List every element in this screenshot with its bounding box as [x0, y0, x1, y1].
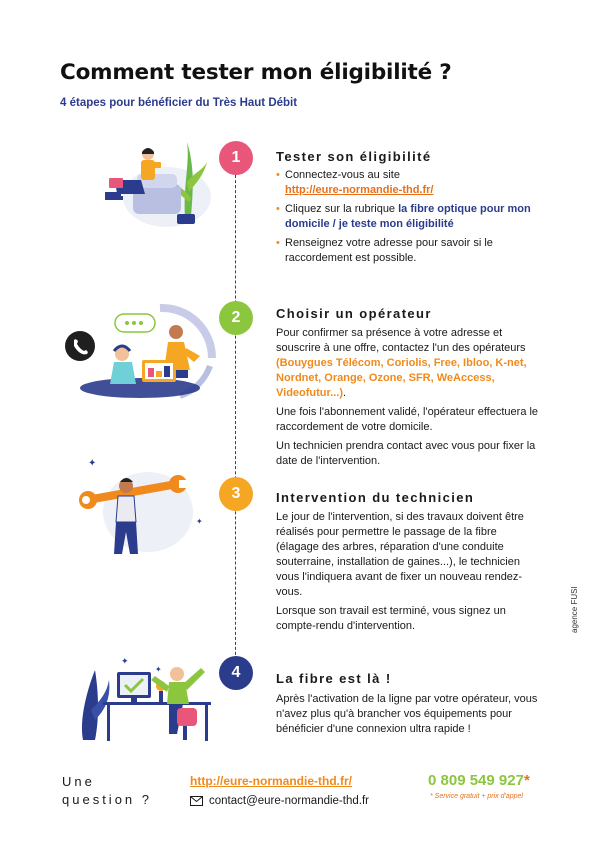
mail-icon — [190, 796, 203, 806]
celebration-desk-illustration — [65, 650, 215, 745]
step-1-title: Tester son éligibilité — [276, 149, 432, 164]
person-laptop-illustration — [95, 132, 215, 232]
footer-site-link[interactable]: http://eure-normandie-thd.fr/ — [190, 774, 352, 788]
footer-email[interactable] — [190, 795, 369, 807]
page-subtitle: 4 étapes pour bénéficier du Très Haut Débit — [60, 97, 298, 109]
step-3-body — [276, 510, 541, 638]
step-4-paragraph-1: Après l'activation de la ligne par votre opérateur, vous n'avez plus qu'à brancher vos équipements pour bénéficier d'une connexion ultra rapide ! — [276, 693, 538, 735]
step-3-paragraph-1: Le jour de l'intervention, si des travaux doivent être réalisés pour permettre le passage de la fibre (élagage des arbres, réparation d'une conduite souterraine, installation de gaines...), le technicien vous l'indiquera avant de fixer un nouveau rendez-vous. — [276, 511, 524, 598]
step-2-body — [276, 326, 541, 473]
site-link[interactable]: http://eure-normandie-thd.fr/ — [285, 184, 434, 196]
footer-email-text: contact@eure-normandie-thd.fr — [209, 795, 369, 807]
step-2-paragraph-2: Une fois l'abonnement validé, l'opérateur effectuera le raccordement de votre domicile. — [276, 406, 539, 433]
step-2-paragraph-1: Pour confirmer sa présence à votre adresse et souscrire à une offre, contactez l'un des opérateurs (Bouygues Télécom, Coriolis, Free, Ibloo, K-net, Nordnet, Orange, Ozone, SFR, WeAccess, Videofutur...). — [276, 327, 527, 399]
svg-text:✦: ✦ — [121, 657, 129, 667]
step-2-title: Choisir un opérateur — [276, 306, 432, 321]
svg-text:✦: ✦ — [155, 665, 162, 674]
step-1-bullet-3: • Renseignez votre adresse pour savoir si le raccordement est possible. — [276, 236, 506, 266]
svg-text:✦: ✦ — [88, 458, 97, 469]
step-1-number-circle: 1 — [219, 141, 253, 175]
step-3-title: Intervention du technicien — [276, 490, 475, 505]
agency-brand: agence FUSI — [570, 586, 579, 633]
step-1-bullet-2: • Cliquez sur la rubrique la fibre optique pour mon domicile / je teste mon éligibilité — [276, 202, 541, 232]
step-4-number-circle: 4 — [219, 656, 253, 690]
step-1-body — [276, 168, 541, 270]
page-title: Comment tester mon éligibilité ? — [60, 60, 452, 85]
step-4-title: La fibre est là ! — [276, 671, 392, 686]
footer-phone: 0 809 549 927* — [428, 772, 530, 789]
footer-phone-note: * Service gratuit + prix d'appel — [430, 793, 523, 800]
step-1-bullet-1: • Connectez-vous au site http://eure-normandie-thd.fr/ — [276, 168, 541, 198]
step-2-paragraph-3: Un technicien prendra contact avec vous pour fixer la date de l'intervention. — [276, 440, 536, 467]
timeline-line — [235, 160, 236, 680]
svg-text:✦: ✦ — [196, 517, 203, 526]
footer-question: Une question ? — [62, 774, 152, 807]
step-3-paragraph-2: Lorsque son travail est terminé, vous signez un compte-rendu d'intervention. — [276, 605, 506, 632]
step-4-body — [276, 692, 541, 741]
call-center-illustration — [60, 296, 220, 401]
wrench-illustration — [78, 452, 203, 562]
step-3-number-circle: 3 — [219, 477, 253, 511]
step-2-number-circle: 2 — [219, 301, 253, 335]
